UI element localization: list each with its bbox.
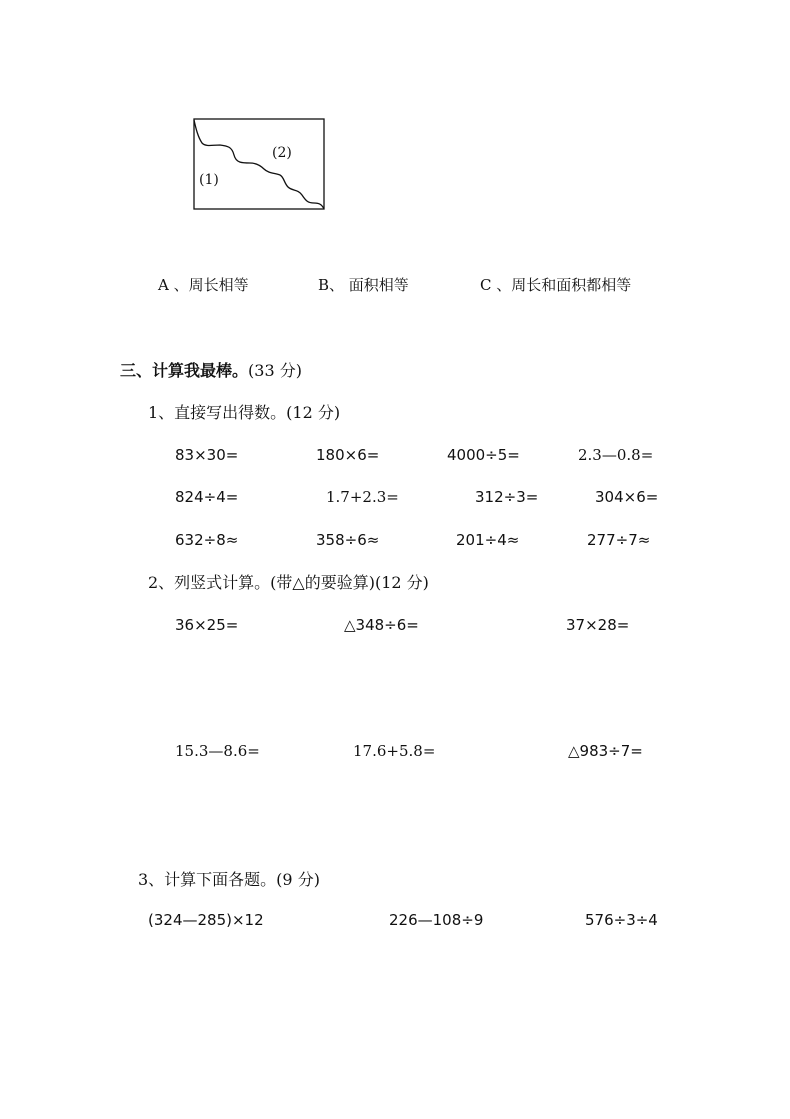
problem: 2.3—0.8= — [578, 446, 654, 464]
part-3-title: 3、计算下面各题。(9 分) — [138, 870, 320, 889]
option-a: A 、周长相等 — [158, 276, 249, 294]
problem: 277÷7≈ — [587, 531, 651, 549]
problem: 358÷6≈ — [316, 531, 380, 549]
part-2-title: 2、列竖式计算。(带△的要验算)(12 分) — [148, 573, 429, 592]
divided-rectangle-figure — [192, 117, 327, 212]
problem: 1.7+2.3= — [326, 488, 399, 506]
problem: 17.6+5.8= — [353, 742, 436, 760]
problem: 824÷4= — [175, 488, 239, 506]
problem: 201÷4≈ — [456, 531, 520, 549]
region-label-1: (1) — [199, 172, 219, 188]
problem: 4000÷5= — [447, 446, 520, 464]
problem: 15.3—8.6= — [175, 742, 260, 760]
problem: △983÷7= — [568, 742, 643, 760]
problem: 36×25= — [175, 616, 239, 634]
rectangle-outline — [194, 119, 324, 209]
part-1-title: 1、直接写出得数。(12 分) — [148, 403, 341, 422]
problem: 180×6= — [316, 446, 380, 464]
problem: 576÷3÷4 — [585, 911, 658, 929]
section-3-points: (33 分) — [248, 361, 302, 380]
section-3-heading — [120, 363, 302, 379]
problem: 304×6= — [595, 488, 659, 506]
problem: (324—285)×12 — [148, 911, 264, 929]
region-label-2: (2) — [272, 145, 292, 161]
problem: △348÷6= — [344, 616, 419, 634]
option-b: B、 面积相等 — [318, 276, 409, 294]
section-3-title: 三、计算我最棒。 — [120, 361, 249, 380]
dividing-wavy-line — [194, 120, 324, 209]
problem: 632÷8≈ — [175, 531, 239, 549]
problem: 226—108÷9 — [389, 911, 484, 929]
option-c: C 、周长和面积都相等 — [480, 276, 632, 294]
problem: 312÷3= — [475, 488, 539, 506]
problem: 83×30= — [175, 446, 239, 464]
problem: 37×28= — [566, 616, 630, 634]
